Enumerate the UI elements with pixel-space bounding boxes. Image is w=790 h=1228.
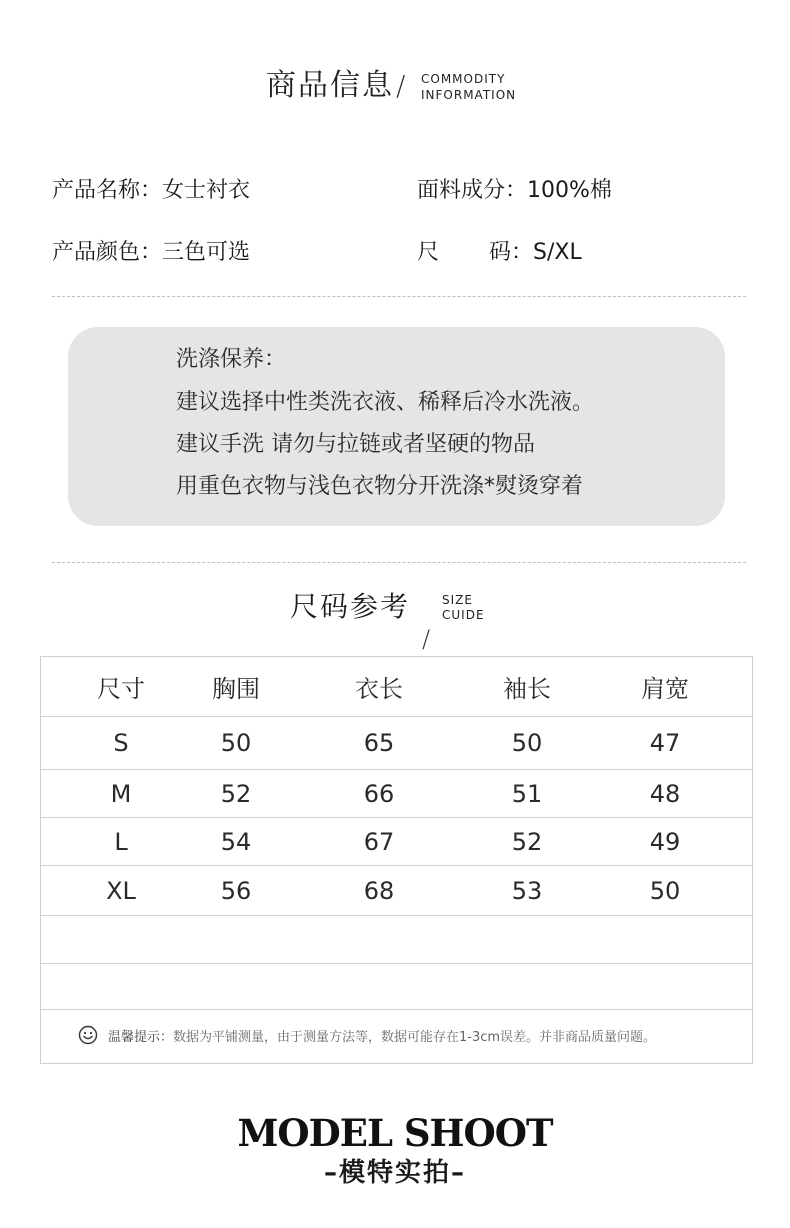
- table-cell: 51: [511, 779, 543, 808]
- table-cell: 52: [220, 779, 252, 808]
- commodity-title-en-line2: INFORMATION: [421, 88, 517, 102]
- tip-label: 温馨提示：: [108, 1029, 174, 1045]
- size-guide-title: 尺码参考: [290, 590, 411, 623]
- table-cell: 50: [511, 729, 543, 757]
- table-cell: 53: [511, 876, 543, 905]
- table-cell: 50: [649, 876, 681, 905]
- header-length: 衣长: [355, 675, 403, 703]
- header-size: 尺寸: [97, 675, 145, 703]
- size-guide-title-en-line1: SIZE: [442, 593, 473, 607]
- commodity-slash: /: [396, 69, 406, 102]
- size-value: S/XL: [533, 240, 582, 265]
- table-cell: 68: [363, 876, 395, 905]
- divider-middle: [52, 562, 746, 563]
- header-shoulder: 肩宽: [641, 675, 689, 703]
- fabric-value: 100%棉: [527, 178, 612, 203]
- table-cell: 49: [649, 827, 681, 856]
- size-table: [40, 656, 753, 1064]
- fabric-label: 面料成分：: [417, 178, 528, 203]
- commodity-title-en-line1: COMMODITY: [421, 72, 506, 86]
- size-guide-title-en: [442, 593, 485, 623]
- model-shoot-title: MODEL SHOOT: [237, 1111, 553, 1155]
- size-label-char2: 码：: [489, 240, 534, 265]
- product-name-row: [52, 176, 250, 206]
- table-cell: 66: [363, 779, 395, 808]
- table-cell: XL: [106, 876, 136, 905]
- table-row-empty: [41, 964, 752, 1010]
- table-cell: M: [110, 779, 132, 808]
- tip-text: 数据为平铺测量，由于测量方法等，数据可能存在1-3cm误差。并非商品质量问题。: [173, 1029, 657, 1045]
- table-row: [41, 866, 752, 916]
- care-line-1: 建议选择中性类洗衣液、稀释后冷水洗液。: [176, 390, 595, 415]
- size-guide-title-en-line2: CUIDE: [442, 608, 485, 622]
- table-row: [41, 717, 752, 770]
- table-header-row: [41, 657, 752, 717]
- product-color-label: 产品颜色：: [52, 240, 163, 265]
- table-cell: 48: [649, 779, 681, 808]
- table-cell: S: [113, 729, 129, 757]
- size-label-char1: 尺: [417, 240, 440, 265]
- table-cell: 67: [363, 827, 395, 856]
- care-line-2: 建议手洗 请勿与拉链或者坚硬的物品: [176, 432, 535, 457]
- header-chest: 胸围: [212, 675, 260, 703]
- measurement-tip: [78, 1025, 656, 1045]
- table-cell: L: [114, 827, 128, 856]
- smiley-icon: [78, 1025, 98, 1045]
- product-color-value: 三色可选: [162, 240, 251, 265]
- size-guide-slash: /: [422, 625, 431, 653]
- commodity-title-en: [421, 71, 516, 103]
- table-cell: 65: [363, 729, 395, 757]
- product-color-row: [52, 238, 250, 268]
- care-line-3: 用重色衣物与浅色衣物分开洗涤*熨烫穿着: [176, 474, 584, 499]
- model-shoot-subtitle: –模特实拍–: [323, 1158, 466, 1188]
- table-row: [41, 770, 752, 818]
- table-cell: 50: [220, 729, 252, 757]
- divider-top: [52, 296, 746, 297]
- fabric-row: [417, 176, 612, 206]
- size-row: [417, 238, 582, 268]
- commodity-title: 商品信息: [266, 68, 394, 103]
- product-name-label: 产品名称：: [52, 178, 163, 203]
- header-sleeve: 袖长: [503, 675, 551, 703]
- table-cell: 56: [220, 876, 252, 905]
- table-cell: 47: [649, 729, 681, 757]
- product-name-value: 女士衬衣: [162, 178, 251, 203]
- table-row-empty: [41, 916, 752, 964]
- table-cell: 54: [220, 827, 252, 856]
- table-cell: 52: [511, 827, 543, 856]
- table-row: [41, 818, 752, 866]
- care-title: 洗涤保养：: [176, 347, 287, 372]
